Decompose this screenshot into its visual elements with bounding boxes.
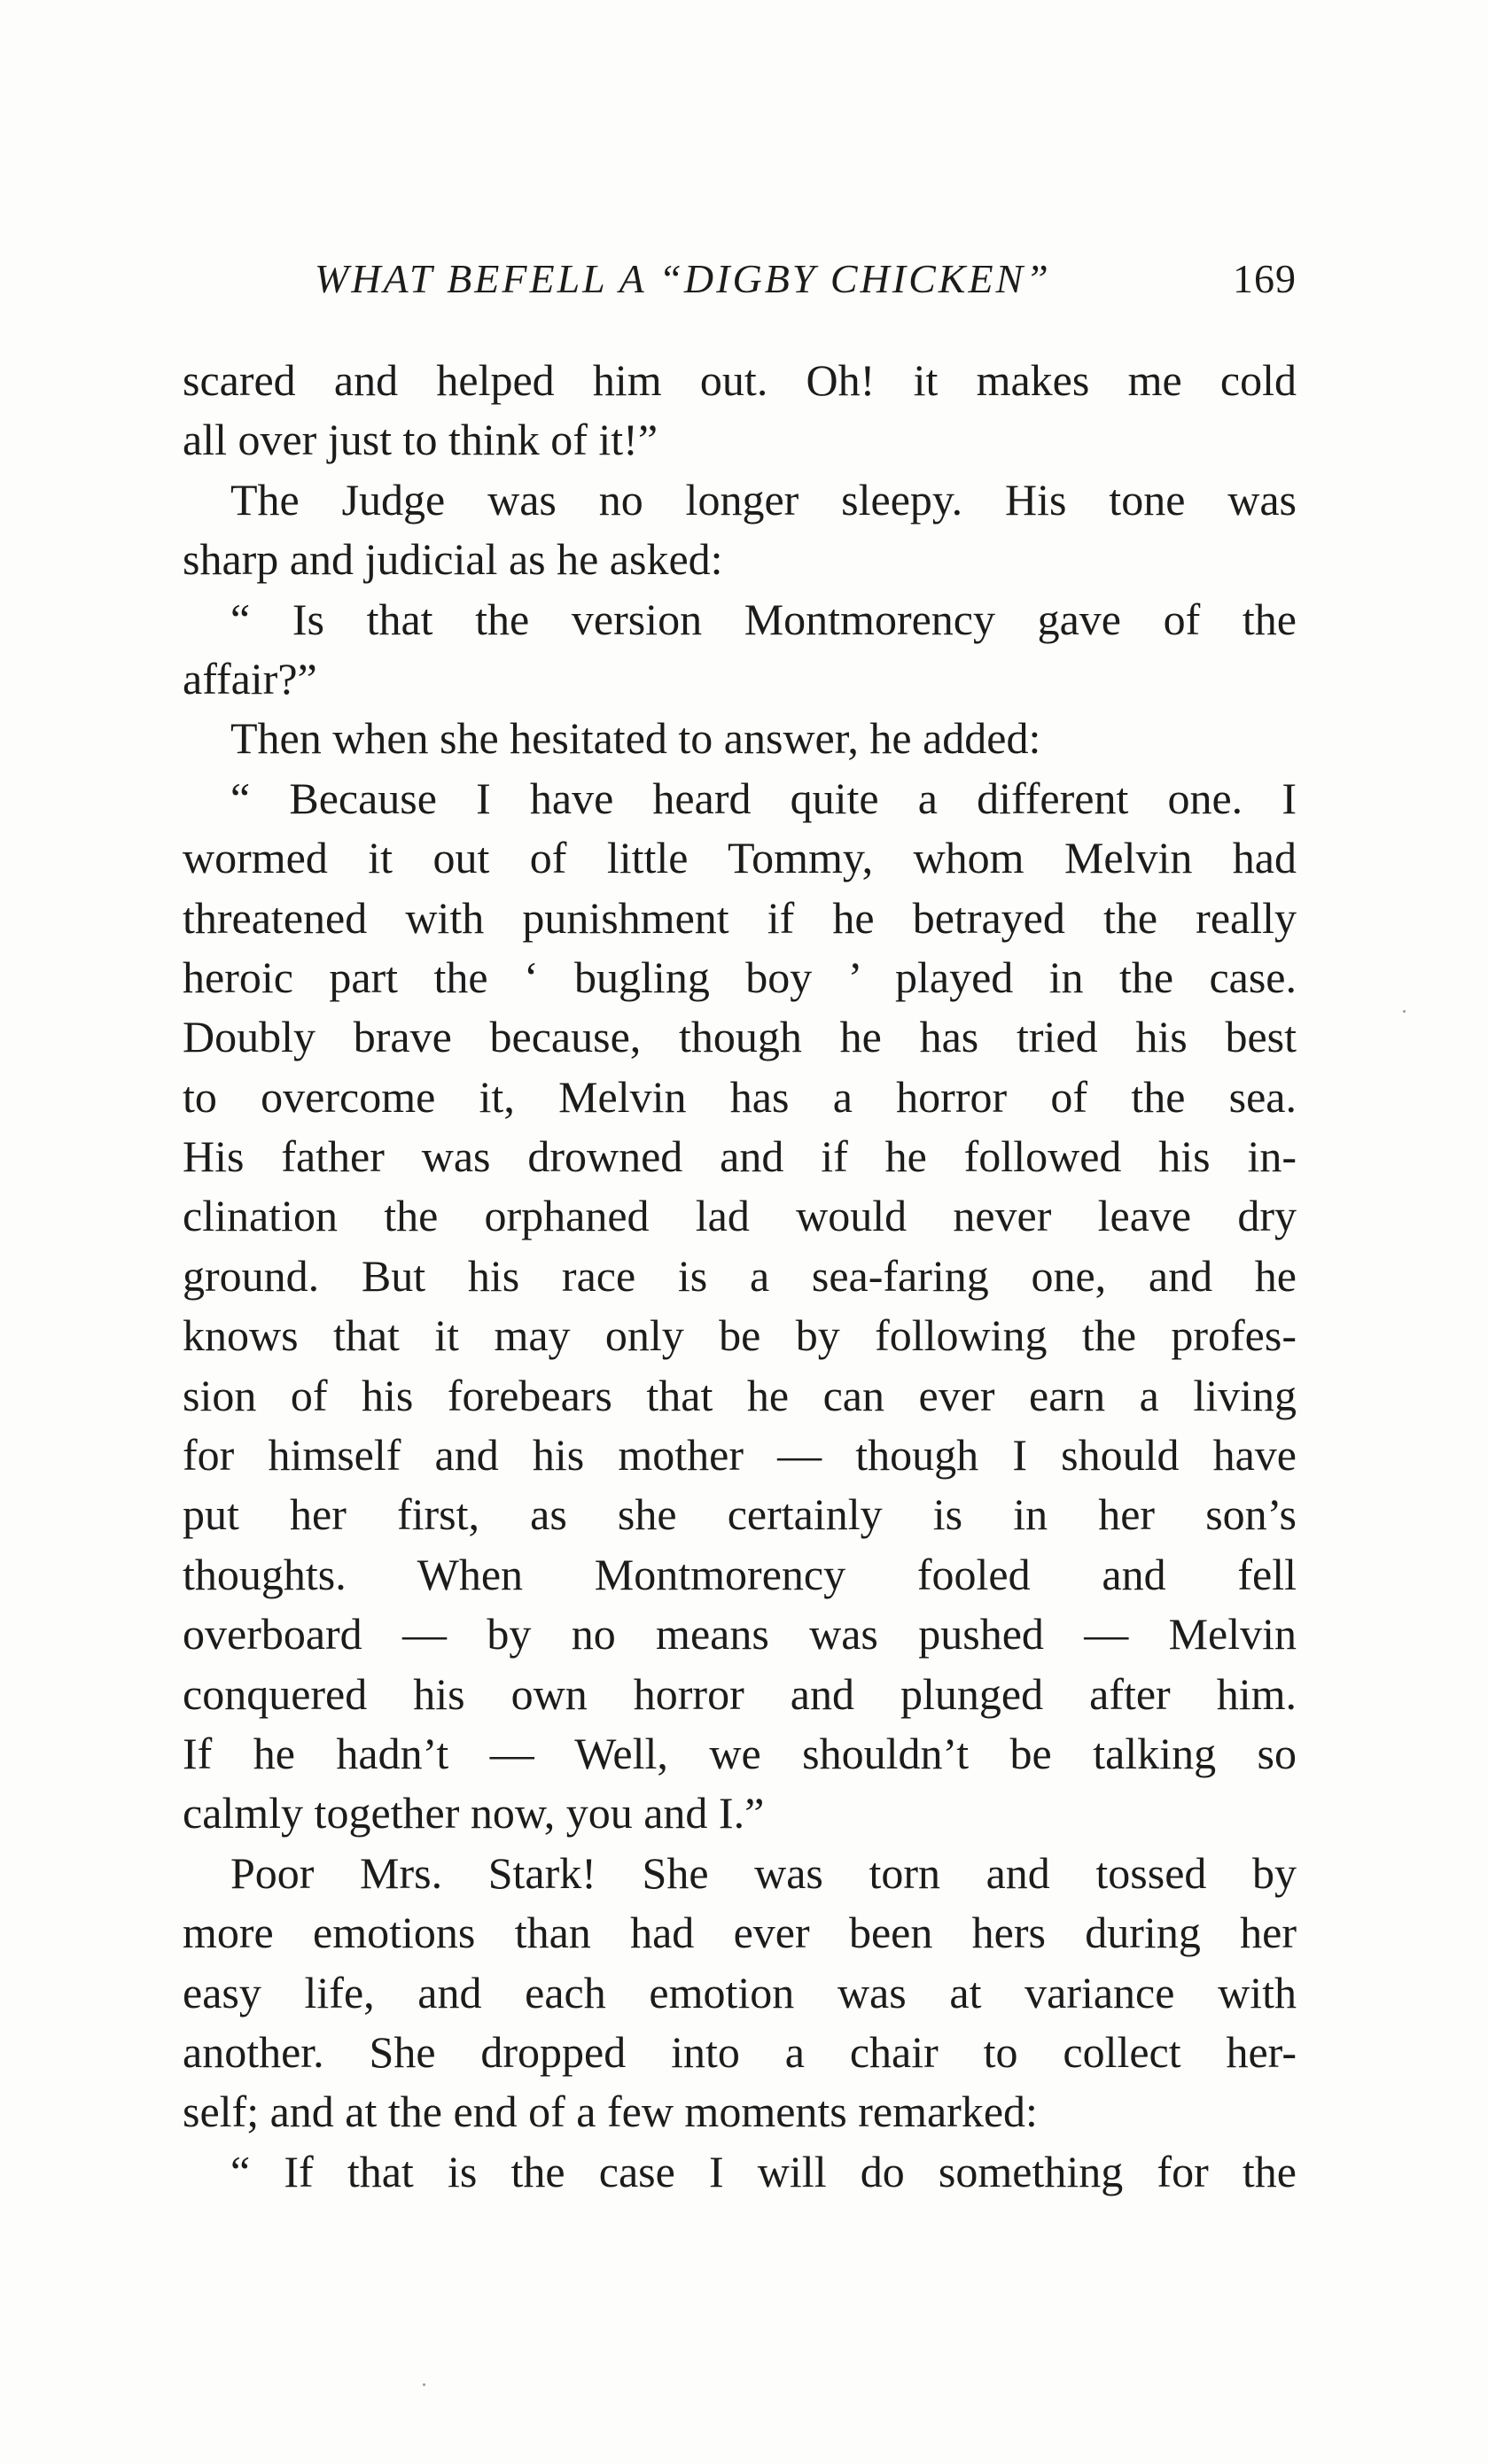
text-line: affair?” xyxy=(183,653,317,703)
text-line: scared and helped him out. Oh! it makes me cold xyxy=(183,355,1297,405)
paper-speck xyxy=(423,2383,425,2386)
text-line: calmly together now, you and I.” xyxy=(183,1788,765,1838)
text-line: knows that it may only be by following the profes- xyxy=(183,1310,1297,1361)
text-line: “ Is that the version Montmorency gave of the xyxy=(230,594,1297,644)
text-line: sion of his forebears that he can ever earn a living xyxy=(183,1370,1297,1420)
text-line: all over just to think of it!” xyxy=(183,415,658,465)
text-line: conquered his own horror and plunged after him. xyxy=(183,1668,1297,1719)
text-line: overboard — by no means was pushed — Melvin xyxy=(183,1609,1297,1660)
text-line: “ If that is the case I will do something for the xyxy=(230,2146,1297,2196)
text-line: His father was drowned and if he followed his in- xyxy=(183,1131,1297,1182)
text-line: If he hadn’t — Well, we shouldn’t be talking so xyxy=(183,1728,1297,1778)
text-line: more emotions than had ever been hers during her xyxy=(183,1908,1297,1958)
text-line: easy life, and each emotion was at variance with xyxy=(183,1967,1297,2017)
running-head-title: WHAT BEFELL A “DIGBY CHICKEN” xyxy=(315,256,1051,301)
text-line: self; and at the end of a few moments remarked: xyxy=(183,2087,1038,2137)
text-line: thoughts. When Montmorency fooled and fell xyxy=(183,1549,1297,1599)
paper-speck xyxy=(1403,1010,1406,1013)
text-line: wormed it out of little Tommy, whom Melvin had xyxy=(183,833,1297,883)
text-line: Then when she hesitated to answer, he added: xyxy=(230,713,1041,764)
page-number: 169 xyxy=(1233,256,1297,301)
text-line: “ Because I have heard quite a different one. I xyxy=(230,773,1297,823)
text-line: clination the orphaned lad would never leave dry xyxy=(183,1191,1297,1241)
text-line: Poor Mrs. Stark! She was torn and tossed by xyxy=(230,1847,1297,1898)
text-line: put her first, as she certainly is in her son’s xyxy=(183,1489,1297,1540)
text-line: for himself and his mother — though I should have xyxy=(183,1430,1297,1481)
text-line: to overcome it, Melvin has a horror of the sea. xyxy=(183,1071,1297,1122)
text-line: ground. But his race is a sea-faring one, and he xyxy=(183,1250,1297,1301)
text-line: The Judge was no longer sleepy. His tone was xyxy=(230,474,1297,525)
text-line: sharp and judicial as he asked: xyxy=(183,534,723,585)
text-line: heroic part the ‘ bugling boy ’ played in the case. xyxy=(183,952,1297,1002)
text-line: threatened with punishment if he betrayed the really xyxy=(183,892,1297,943)
body-text xyxy=(183,351,1297,2202)
text-line: Doubly brave because, though he has tried his best xyxy=(183,1012,1297,1062)
text-line: another. She dropped into a chair to collect her- xyxy=(183,2026,1297,2077)
running-head xyxy=(315,255,1297,308)
